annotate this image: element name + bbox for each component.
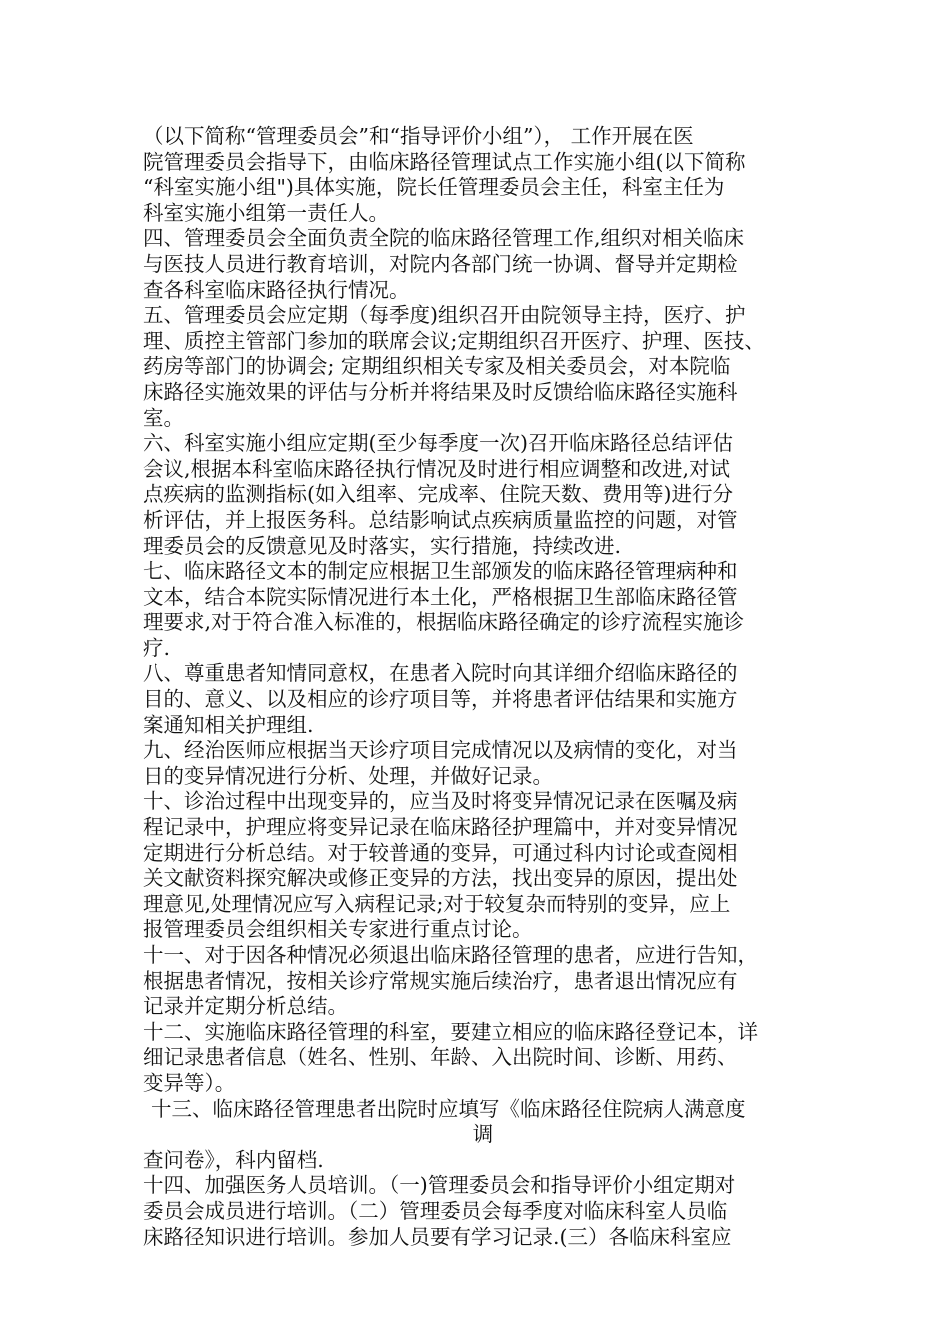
text-line: 文本，结合本院实际情况进行本土化，严格根据卫生部临床路径管 <box>143 584 738 609</box>
text-line: 理委员会的反馈意见及时落实，实行措施，持续改进. <box>143 533 622 558</box>
text-line: “科室实施小组")具体实施，院长任管理委员会主任，科室主任为 <box>143 175 725 200</box>
text-line: （以下简称“管理委员会”和“指导评价小组”）， 工作开展在医 <box>143 124 694 148</box>
text-line: 床路径知识进行培训。参加人员要有学习记录.(三）各临床科室应 <box>143 1224 732 1249</box>
text-line: 调 <box>472 1122 494 1147</box>
text-line: 八、尊重患者知情同意权，在患者入院时向其详细介绍临床路径的 <box>143 661 738 686</box>
text-line: 报管理委员会组织相关专家进行重点讨论。 <box>143 917 533 942</box>
document-body <box>143 124 823 1250</box>
text-line: 十一、对于因各种情况必须退出临床路径管理的患者，应进行告知， <box>143 943 758 967</box>
text-line: 十二、实施临床路径管理的科室，要建立相应的临床路径登记本，详 <box>143 1019 758 1044</box>
text-line: 院管理委员会指导下，由临床路径管理试点工作实施小组(以下简称 <box>143 149 746 174</box>
text-line: 细记录患者信息（姓名、性别、年龄、入出院时间、诊断、用药、 <box>143 1045 738 1070</box>
text-line: 十、诊治过程中出现变异的，应当及时将变异情况记录在医嘱及病 <box>143 789 738 814</box>
text-line: 与医技人员进行教育培训，对院内各部门统一协调、督导并定期检 <box>143 251 738 276</box>
text-line: 理、质控主管部门参加的联席会议;定期组织召开医疗、护理、医技、 <box>143 328 765 353</box>
text-line: 九、经治医师应根据当天诊疗项目完成情况以及病情的变化，对当 <box>143 738 738 763</box>
text-line: 查问卷》，科内留档. <box>143 1147 324 1172</box>
text-line: 变异等）。 <box>143 1070 236 1095</box>
text-line: 关文献资料探究解决或修正变异的方法，找出变异的原因，提出处 <box>143 866 738 891</box>
text-line: 床路径实施效果的评估与分析并将结果及时反馈给临床路径实施科 <box>143 379 738 404</box>
text-line: 根据患者情况，按相关诊疗常规实施后续治疗，患者退出情况应有 <box>143 968 738 993</box>
text-line: 日的变异情况进行分析、处理，并做好记录。 <box>143 763 553 788</box>
text-line: 疗. <box>143 635 171 660</box>
text-line: 十三、临床路径管理患者出院时应填写《临床路径住院病人满意度 <box>151 1096 746 1121</box>
text-line: 六、科室实施小组应定期(至少每季度一次)召开临床路径总结评估 <box>143 431 733 456</box>
text-line: 五、管理委员会应定期（每季度)组织召开由院领导主持，医疗、护 <box>143 303 746 328</box>
text-line: 记录并定期分析总结。 <box>143 994 348 1019</box>
text-line: 理意见,处理情况应写入病程记录;对于较复杂而特别的变异，应上 <box>143 891 731 916</box>
text-line: 查各科室临床路径执行情况。 <box>143 277 410 302</box>
text-line: 定期进行分析总结。对于较普通的变异，可通过科内讨论或查阅相 <box>143 840 738 865</box>
text-line: 委员会成员进行培训。（二）管理委员会每季度对临床科室人员临 <box>143 1198 728 1223</box>
text-line: 程记录中，护理应将变异记录在临床路径护理篇中，并对变异情况 <box>143 815 738 840</box>
text-line: 会议,根据本科室临床路径执行情况及时进行相应调整和改进,对试 <box>143 456 731 481</box>
text-line: 理要求,对于符合准入标准的，根据临床路径确定的诊疗流程实施诊 <box>143 610 745 635</box>
text-line: 室。 <box>143 405 184 430</box>
text-line: 案通知相关护理组. <box>143 712 314 737</box>
text-line: 七、临床路径文本的制定应根据卫生部颁发的临床路径管理病种和 <box>143 559 738 584</box>
text-line: 目的、意义、以及相应的诊疗项目等，并将患者评估结果和实施方 <box>143 687 738 712</box>
text-line: 十四、加强医务人员培训。（一)管理委员会和指导评价小组定期对 <box>143 1173 736 1198</box>
text-line: 四、管理委员会全面负责全院的临床路径管理工作,组织对相关临床 <box>143 226 745 251</box>
text-line: 科室实施小组第一责任人。 <box>143 200 389 225</box>
text-line: 析评估，并上报医务科。总结影响试点疾病质量监控的问题，对管 <box>143 507 738 532</box>
text-line: 药房等部门的协调会; 定期组织相关专家及相关委员会，对本院临 <box>143 354 731 379</box>
text-line: 点疾病的监测指标(如入组率、完成率、住院天数、费用等)进行分 <box>143 482 733 507</box>
